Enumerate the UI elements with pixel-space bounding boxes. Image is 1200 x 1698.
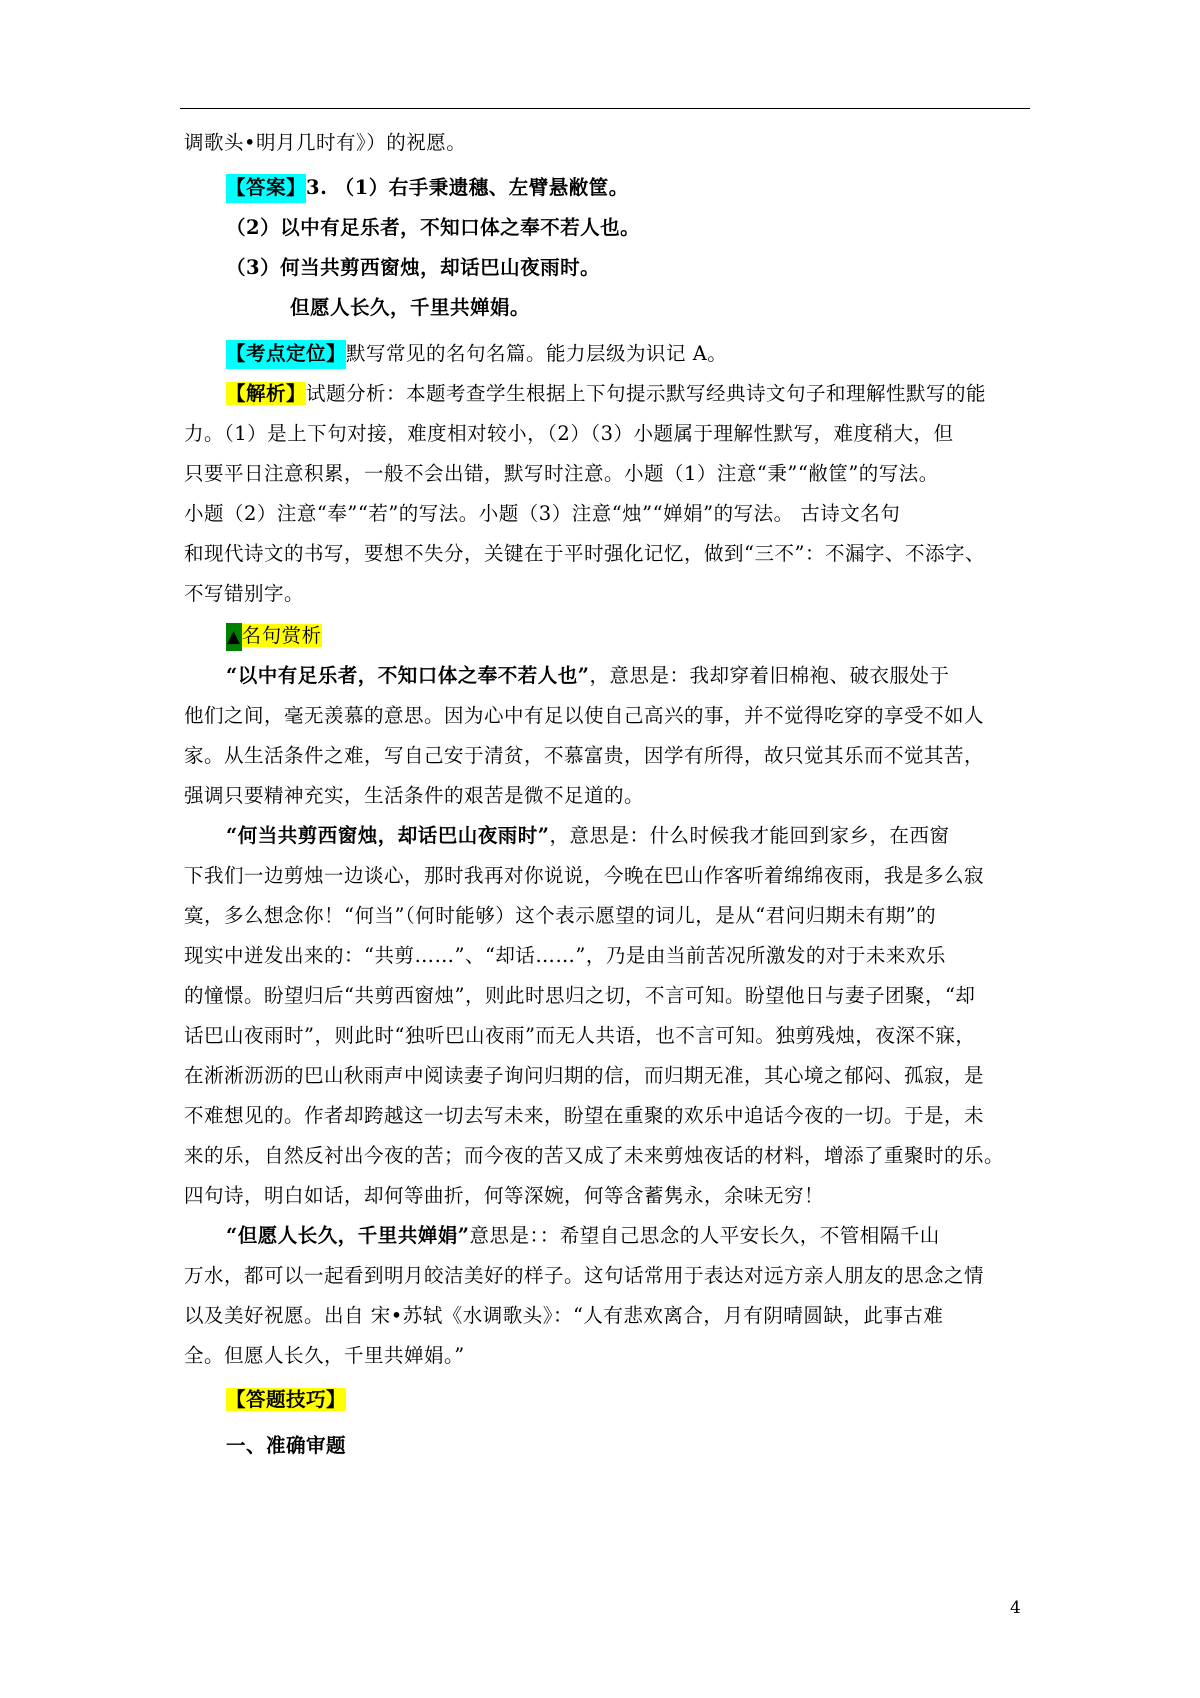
bold-text: （2）以中有足乐者，不知口体之奉不若人也。 bbox=[226, 216, 641, 239]
body-text: 试题分析：本题考查学生根据上下句提示默写经典诗文句子和理解性默写的能 bbox=[306, 382, 987, 405]
body-text: ，意思是：什么时候我才能回到家乡，在西窗 bbox=[549, 824, 950, 847]
body-line bbox=[184, 1102, 1034, 1130]
body-text: 力。（1）是上下句对接，难度相对较小，（2）（3）小题属于理解性默写，难度稍大，但 bbox=[184, 422, 954, 445]
header-rule bbox=[180, 108, 1030, 109]
body-text: 现实中迸发出来的：“共剪……”、“却话……”，乃是由当前苦况所激发的对于未来欢乐 bbox=[184, 944, 946, 967]
highlight-label-cyan: 【答案】 bbox=[226, 174, 306, 203]
body-text: 来的乐，自然反衬出今夜的苦；而今夜的苦又成了未来剪烛夜话的材料，增添了重聚时的乐。 bbox=[184, 1144, 1005, 1167]
key-point-line bbox=[226, 340, 1076, 368]
body-line bbox=[184, 1142, 1034, 1170]
body-text: 默写常见的名句名篇。能力层级为识记 A。 bbox=[346, 342, 728, 365]
body-text: 意思是：：希望自己思念的人平安长久，不管相隔千山 bbox=[469, 1224, 940, 1247]
body-line bbox=[184, 540, 1034, 568]
highlight-label-yellow: 【答题技巧】 bbox=[226, 1388, 347, 1411]
highlight-label-cyan: 【考点定位】 bbox=[226, 340, 346, 369]
quote-line bbox=[226, 822, 1076, 850]
body-text: 强调只要精神充实，生活条件的艰苦是微不足道的。 bbox=[184, 784, 645, 807]
body-text: 在淅淅沥沥的巴山秋雨声中阅读妻子询问归期的信，而归期无准，其心境之郁闷、孤寂，是 bbox=[184, 1064, 985, 1087]
body-line bbox=[184, 862, 1034, 890]
answer-tips-heading-line bbox=[226, 1386, 1076, 1414]
body-line bbox=[184, 1302, 1034, 1330]
quote-line bbox=[226, 662, 1076, 690]
section-heading-line bbox=[226, 1432, 1076, 1460]
body-line bbox=[184, 902, 1034, 930]
body-line bbox=[184, 1182, 1034, 1210]
body-text: 和现代诗文的书写，要想不失分，关键在于平时强化记忆，做到“三不”：不漏字、不添字、 bbox=[184, 542, 985, 565]
body-text: 下我们一边剪烛一边谈心，那时我再对你说说，今晚在巴山作客听着绵绵夜雨，我是多么寂 bbox=[184, 864, 985, 887]
answer-heading-line bbox=[226, 174, 1076, 202]
body-text: 话巴山夜雨时”，则此时“独听巴山夜雨”而无人共语，也不言可知。独剪残烛，夜深不寐， bbox=[184, 1024, 976, 1047]
body-line bbox=[184, 420, 1034, 448]
answer-item-line bbox=[226, 214, 1076, 242]
bold-text: 一、准确审题 bbox=[226, 1434, 347, 1457]
body-text: 万水，都可以一起看到明月皎洁美好的样子。这句话常用于表达对远方亲人朋友的思念之情 bbox=[184, 1264, 985, 1287]
body-line bbox=[184, 460, 1034, 488]
answer-item-line bbox=[290, 294, 1140, 322]
answer-item-line bbox=[226, 254, 1076, 282]
page-number: 4 bbox=[1010, 1598, 1021, 1618]
body-line bbox=[184, 782, 1034, 810]
body-text: 家。从生活条件之难，写自己安于清贫，不慕富贵，因学有所得，故只觉其乐而不觉其苦， bbox=[184, 744, 985, 767]
body-text: 只要平日注意积累，一般不会出错，默写时注意。小题（1）注意“秉”“敝筐”的写法。 bbox=[184, 462, 939, 485]
body-line bbox=[184, 1022, 1034, 1050]
body-text: 寞，多么想念你！“何当”（何时能够）这个表示愿望的词儿，是从“君问归期未有期”的 bbox=[184, 904, 937, 927]
highlight-label-yellow: 名句赏析 bbox=[241, 624, 322, 647]
bold-text: 但愿人长久，千里共婵娟。 bbox=[290, 296, 531, 319]
body-text: 调歌头•明月几时有》）的祝愿。 bbox=[184, 131, 467, 154]
body-text: 不难想见的。作者却跨越这一切去写未来，盼望在重聚的欢乐中追话今夜的一切。于是，未 bbox=[184, 1104, 985, 1127]
body-text: 四句诗，明白如话，却何等曲折，何等深婉，何等含蓄隽永，余味无穷！ bbox=[184, 1184, 825, 1207]
highlight-label-yellow: 【解析】 bbox=[226, 382, 307, 405]
appreciation-heading-line bbox=[226, 622, 1076, 651]
body-text: 不写错别字。 bbox=[184, 582, 305, 605]
body-line bbox=[184, 1062, 1034, 1090]
body-text: 全。但愿人长久，千里共婵娟。” bbox=[184, 1344, 465, 1367]
body-text: 的憧憬。盼望归后“共剪西窗烛”，则此时思归之切，不言可知。盼望他日与妻子团聚，“却 bbox=[184, 984, 976, 1007]
body-line bbox=[184, 742, 1034, 770]
body-line bbox=[184, 580, 1034, 608]
analysis-heading-line bbox=[226, 380, 1076, 408]
bold-text: 3. （1）右手秉遗穗、左臂悬敝筐。 bbox=[306, 176, 629, 199]
body-text: 以及美好祝愿。出自 宋•苏轼《水调歌头》：“人有悲欢离合，月有阴晴圆缺，此事古难 bbox=[184, 1304, 944, 1327]
body-line bbox=[184, 942, 1034, 970]
body-text: 小题（2）注意“奉”“若”的写法。小题（3）注意“烛”“婵娟”的写法。 古诗文名句 bbox=[184, 502, 901, 525]
bold-text: （3）何当共剪西窗烛，却话巴山夜雨时。 bbox=[226, 256, 601, 279]
bold-text: “但愿人长久，千里共婵娟” bbox=[226, 1224, 470, 1247]
body-line bbox=[184, 500, 1034, 528]
body-line bbox=[184, 1262, 1034, 1290]
body-text: 他们之间，毫无羡慕的意思。因为心中有足以使自己高兴的事，并不觉得吃穿的享受不如人 bbox=[184, 704, 985, 727]
quote-line bbox=[226, 1222, 1076, 1250]
body-line bbox=[184, 702, 1034, 730]
body-line bbox=[184, 129, 1034, 157]
body-text: ，意思是：我却穿着旧棉袍、破衣服处于 bbox=[589, 664, 950, 687]
triangle-icon: ▲ bbox=[226, 623, 242, 651]
body-line bbox=[184, 1342, 1034, 1370]
body-line bbox=[184, 982, 1034, 1010]
bold-text: “何当共剪西窗烛，却话巴山夜雨时” bbox=[226, 824, 550, 847]
bold-text: “以中有足乐者，不知口体之奉不若人也” bbox=[226, 664, 590, 687]
